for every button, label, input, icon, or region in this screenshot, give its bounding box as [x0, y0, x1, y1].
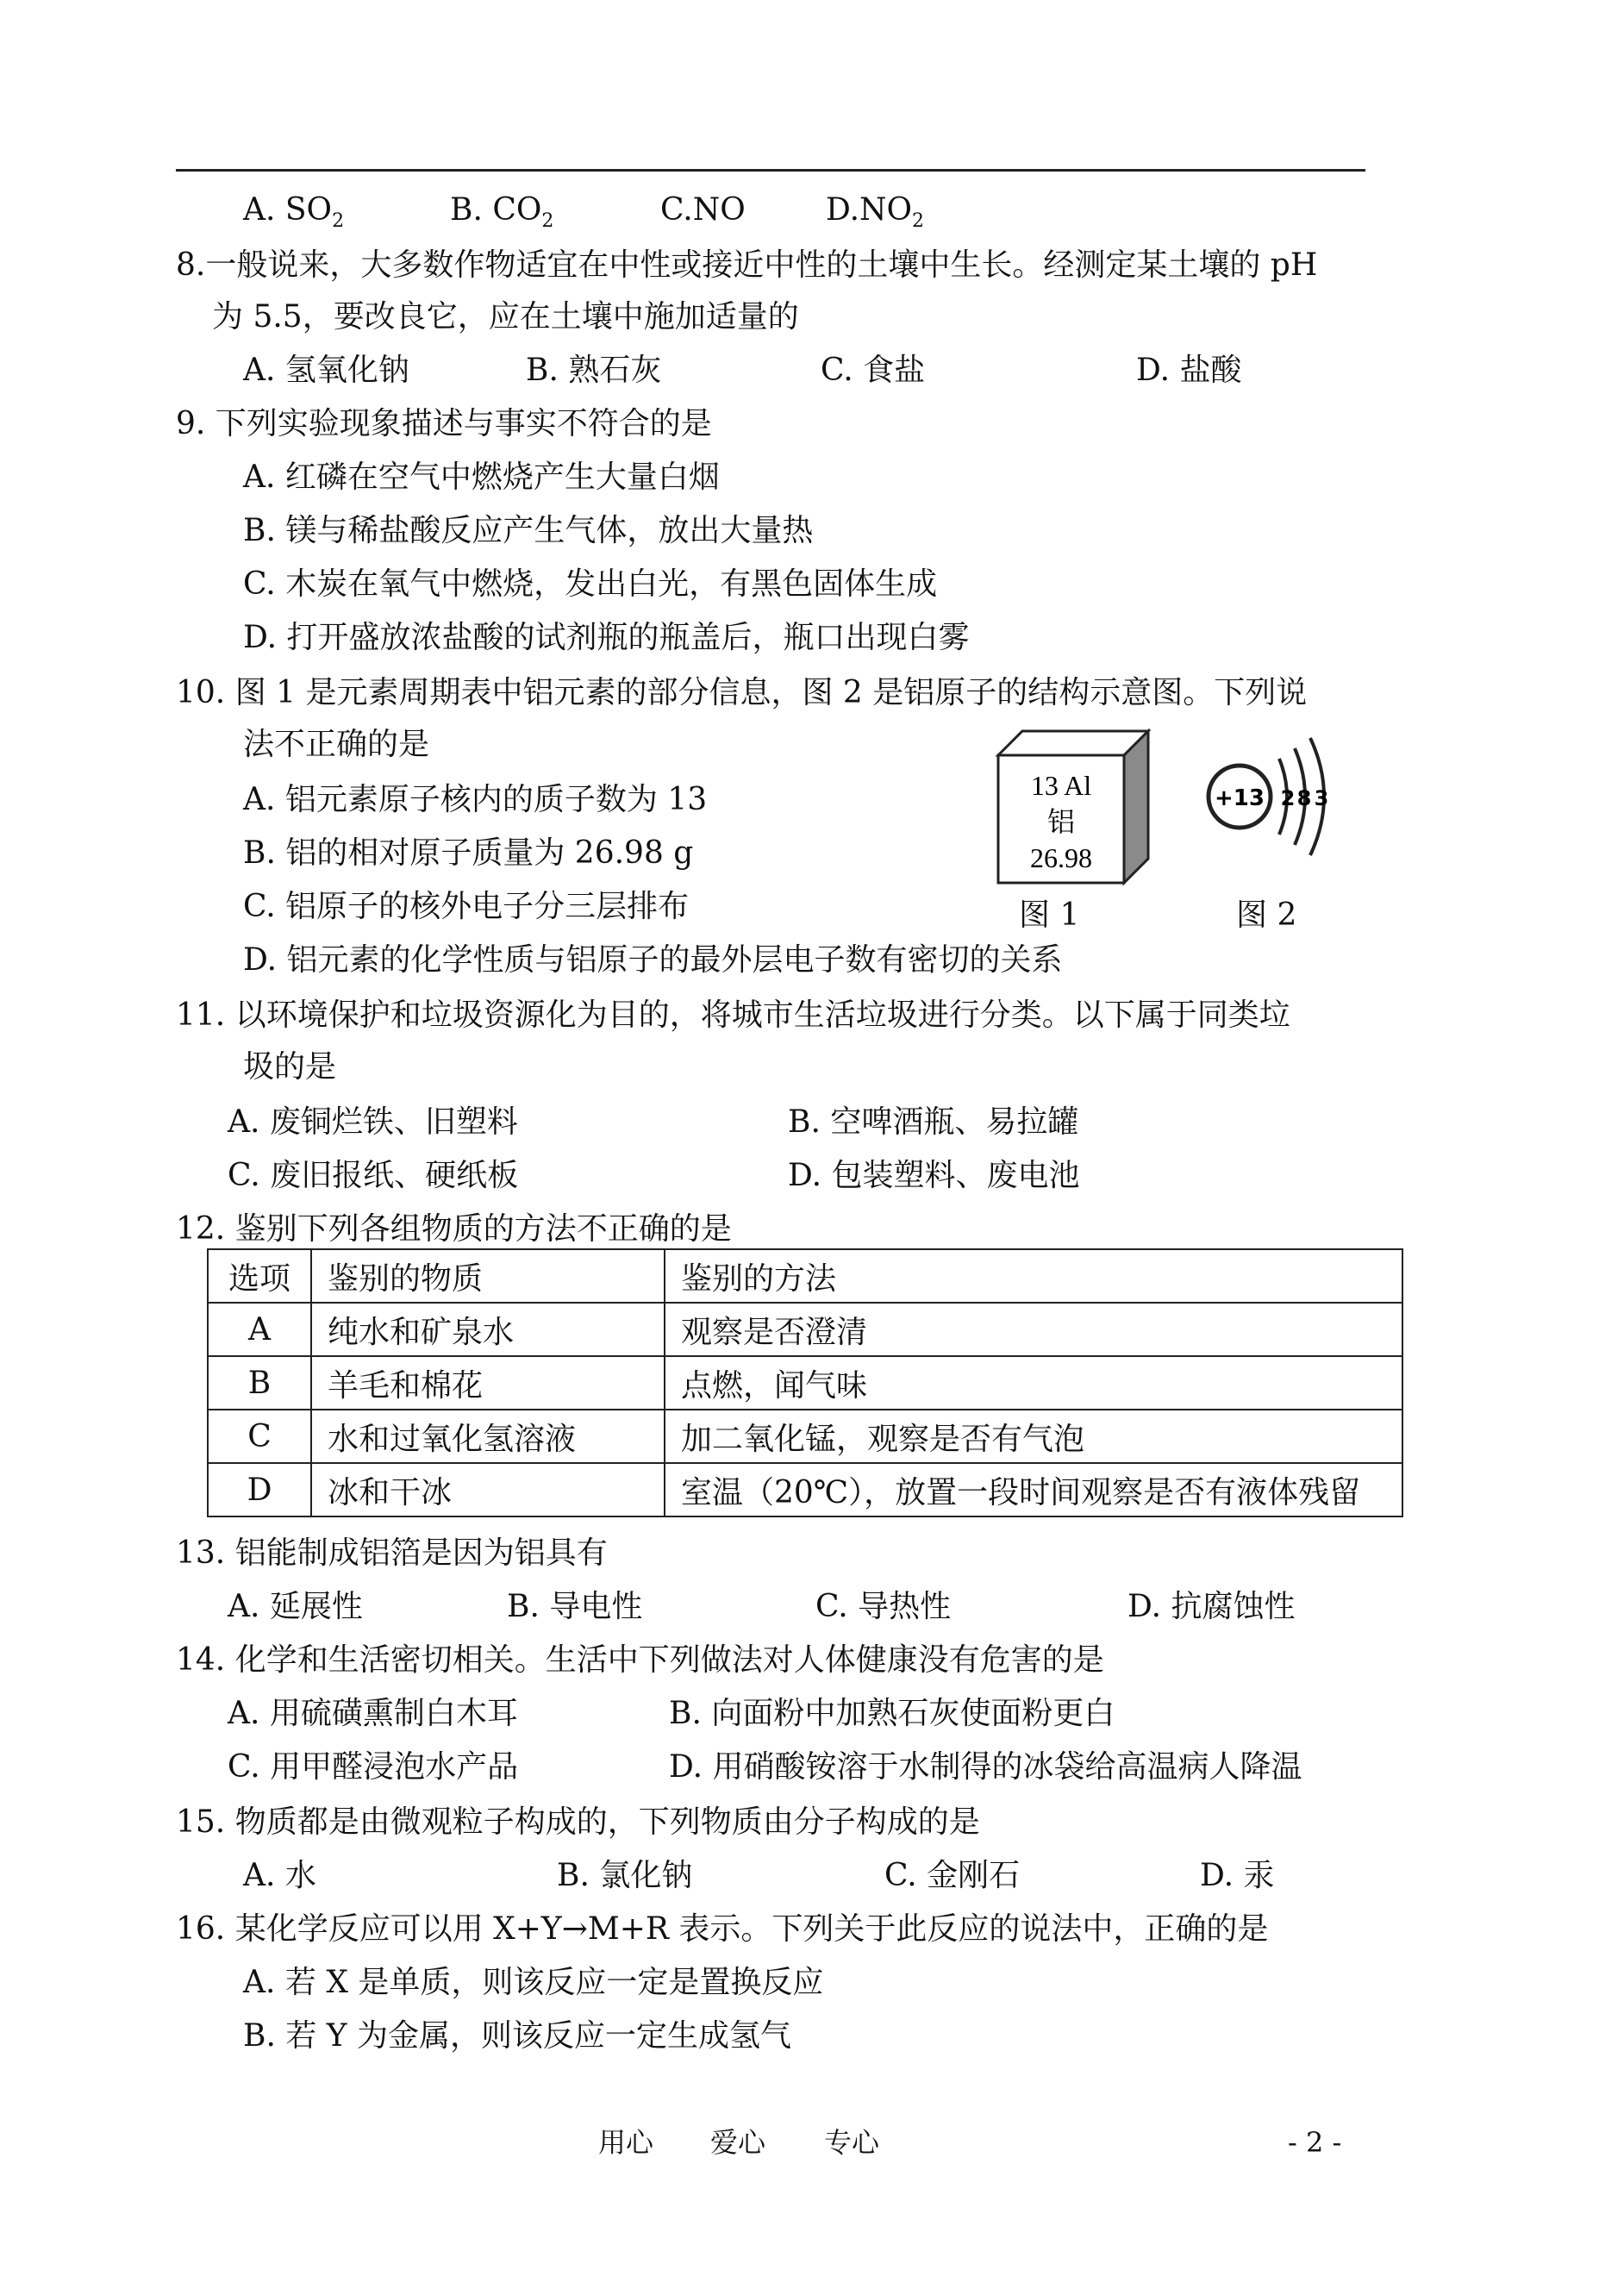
q7-option-a	[243, 191, 344, 241]
q14-option-c: C. 用甲醛浸泡水产品	[228, 1749, 519, 1785]
q7-option-b	[450, 191, 553, 241]
q13-option-c: C. 导热性	[815, 1589, 952, 1624]
q11-option-b: B. 空啤酒瓶、易拉罐	[788, 1104, 1079, 1140]
table-row	[208, 1356, 1402, 1410]
table-cell: D	[208, 1463, 311, 1516]
q16-option-b: B. 若 Y 为金属，则该反应一定生成氢气	[243, 2018, 791, 2054]
q15-stem: 15. 物质都是由微观粒子构成的，下列物质由分子构成的是	[176, 1804, 980, 1840]
q10-option-a: A. 铝元素原子核内的质子数为 13	[243, 782, 708, 817]
q12-table	[207, 1248, 1403, 1517]
q14-option-b: B. 向面粉中加熟石灰使面粉更白	[669, 1696, 1115, 1731]
q11-stem-line1: 11. 以环境保护和垃圾资源化为目的，将城市生活垃圾进行分类。以下属于同类垃	[176, 997, 1290, 1033]
table-header-cell: 鉴别的物质	[311, 1249, 665, 1303]
q16-option-a: A. 若 X 是单质，则该反应一定是置换反应	[243, 1965, 824, 2000]
q13-option-b: B. 导电性	[507, 1589, 643, 1624]
q8-option-a: A. 氢氧化钠	[243, 353, 409, 388]
table-cell: C	[208, 1410, 311, 1463]
figure1-number-symbol: 13 Al	[1030, 770, 1092, 801]
table-row	[208, 1303, 1402, 1356]
q11-option-c: C. 废旧报纸、硬纸板	[228, 1158, 519, 1193]
table-cell: 加二氧化锰，观察是否有气泡	[665, 1410, 1402, 1463]
q14-option-a: A. 用硫磺熏制白木耳	[228, 1696, 518, 1731]
q16-stem: 16. 某化学反应可以用 X+Y→M+R 表示。下列关于此反应的说法中，正确的是	[176, 1911, 1269, 1947]
table-cell: 观察是否澄清	[665, 1303, 1402, 1356]
q10-stem-line1: 10. 图 1 是元素周期表中铝元素的部分信息，图 2 是铝原子的结构示意图。下列说	[176, 675, 1308, 710]
figure1-element-cell	[991, 724, 1155, 888]
table-cell: 水和过氧化氢溶液	[311, 1410, 665, 1463]
q9-option-c: C. 木炭在氧气中燃烧，发出白光，有黑色固体生成	[243, 566, 938, 602]
q7-a-sub: 2	[332, 210, 345, 232]
figure2-label: 图 2	[1236, 897, 1297, 933]
table-cell: 点燃，闻气味	[665, 1356, 1402, 1410]
table-header-row	[208, 1249, 1402, 1303]
footer-text-mid: 爱心	[710, 2126, 766, 2159]
q13-stem: 13. 铝能制成铝箔是因为铝具有	[176, 1535, 608, 1571]
q8-option-c: C. 食盐	[821, 353, 926, 388]
figure2-shell-2: 8	[1296, 786, 1312, 810]
table-header-cell: 鉴别的方法	[665, 1249, 1402, 1303]
q13-option-d: D. 抗腐蚀性	[1127, 1589, 1296, 1624]
figure2-shell-1: 2	[1280, 786, 1296, 810]
q7-d-text: D.NO	[826, 192, 913, 228]
table-cell: 纯水和矿泉水	[311, 1303, 665, 1356]
q15-option-a: A. 水	[243, 1858, 316, 1893]
table-cell: 冰和干冰	[311, 1463, 665, 1516]
q12-stem: 12. 鉴别下列各组物质的方法不正确的是	[176, 1211, 732, 1247]
q8-option-b: B. 熟石灰	[526, 353, 662, 388]
q11-option-d: D. 包装塑料、废电池	[788, 1158, 1080, 1193]
table-header-cell: 选项	[208, 1249, 311, 1303]
q10-stem-line2: 法不正确的是	[243, 727, 430, 762]
table-cell: A	[208, 1303, 311, 1356]
footer-text-right: 专心	[824, 2126, 880, 2159]
figure2-shell-3: 3	[1314, 786, 1329, 810]
q14-stem: 14. 化学和生活密切相关。生活中下列做法对人体健康没有危害的是	[176, 1642, 1104, 1678]
q8-stem-line2: 为 5.5，要改良它，应在土壤中施加适量的	[212, 299, 799, 335]
q8-option-d: D. 盐酸	[1136, 353, 1242, 388]
q7-option-c: C.NO	[660, 192, 746, 228]
table-row	[208, 1463, 1402, 1516]
q7-d-sub: 2	[912, 210, 925, 232]
table-cell: 室温（20℃），放置一段时间观察是否有液体残留	[665, 1463, 1402, 1516]
q7-b-sub: 2	[541, 210, 554, 232]
figure2-atom-diagram	[1190, 733, 1345, 862]
page-number: - 2 -	[1288, 2126, 1342, 2159]
figure2-nucleus: +13	[1215, 785, 1265, 811]
q13-option-a: A. 延展性	[228, 1589, 363, 1624]
q9-option-b: B. 镁与稀盐酸反应产生气体，放出大量热	[243, 513, 814, 548]
q10-option-b: B. 铝的相对原子质量为 26.98 g	[243, 835, 694, 871]
table-cell: B	[208, 1356, 311, 1410]
q15-option-c: C. 金刚石	[884, 1858, 1021, 1893]
q11-stem-line2: 圾的是	[243, 1049, 337, 1085]
q7-a-text: A. SO	[243, 192, 333, 228]
q10-option-c: C. 铝原子的核外电子分三层排布	[243, 889, 690, 924]
q9-option-a: A. 红磷在空气中燃烧产生大量白烟	[243, 460, 720, 495]
figure1-mass: 26.98	[1030, 842, 1092, 873]
figure1-label: 图 1	[1019, 897, 1080, 933]
q15-option-b: B. 氯化钠	[557, 1858, 693, 1893]
table-cell: 羊毛和棉花	[311, 1356, 665, 1410]
q7-option-d	[826, 191, 924, 241]
table-row	[208, 1410, 1402, 1463]
q14-option-d: D. 用硝酸铵溶于水制得的冰袋给高温病人降温	[669, 1749, 1302, 1785]
q11-option-a: A. 废铜烂铁、旧塑料	[228, 1104, 518, 1140]
q7-b-text: B. CO	[450, 192, 542, 228]
q15-option-d: D. 汞	[1200, 1858, 1275, 1893]
q9-stem: 9. 下列实验现象描述与事实不符合的是	[176, 406, 712, 441]
footer-text-left: 用心	[598, 2126, 654, 2159]
q9-option-d: D. 打开盛放浓盐酸的试剂瓶的瓶盖后，瓶口出现白雾	[243, 620, 970, 655]
q10-option-d: D. 铝元素的化学性质与铝原子的最外层电子数有密切的关系	[243, 942, 1063, 978]
q8-stem-line1: 8.一般说来，大多数作物适宜在中性或接近中性的土壤中生长。经测定某土壤的 pH	[176, 247, 1318, 283]
figure1-name: 铝	[1046, 806, 1076, 837]
header-rule	[176, 169, 1365, 172]
